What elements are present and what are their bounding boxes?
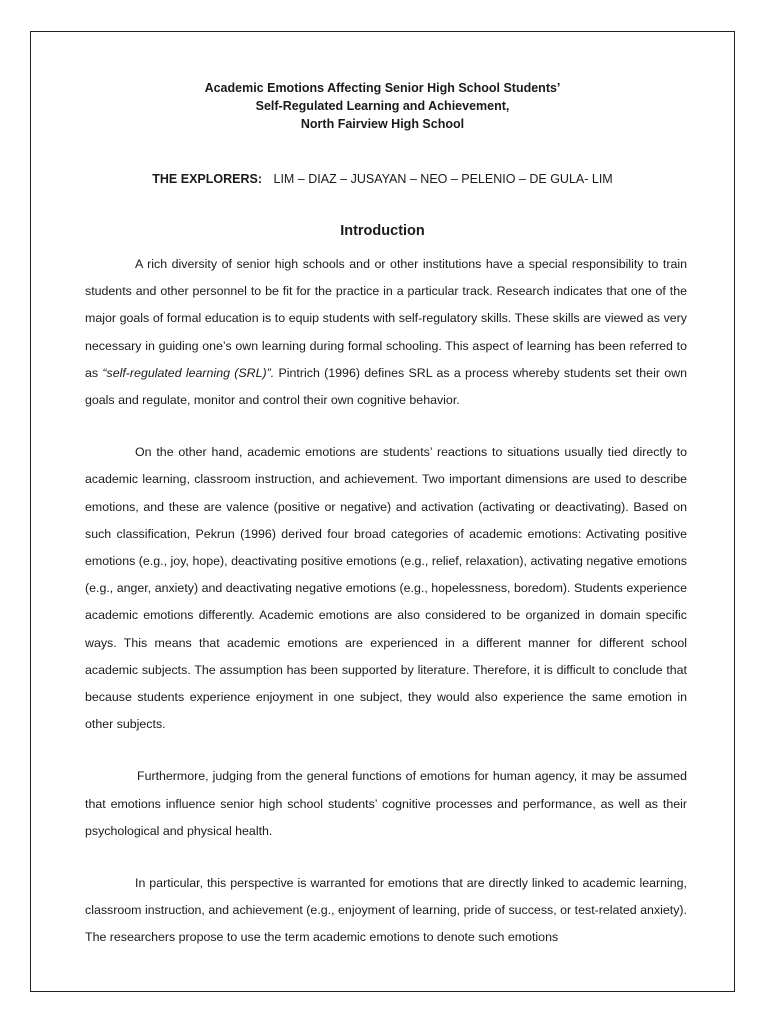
- page-frame: [30, 31, 735, 992]
- srl-term: “self-regulated learning (SRL)”.: [102, 365, 275, 380]
- authors-label: THE EXPLORERS:: [152, 172, 263, 186]
- paragraph-2: On the other hand, academic emotions are students’ reactions to situations usually tied directly to academic learning, classroom instruction, and achievement. Two important dimensions are used to describe emotions, and these are valence (positive or negative) and activation (activating or deactivating). Based on such classification, Pekrun (1996) derived four broad categories of academic emotions: Activating positive emotions (e.g., joy, hope), deactivating positive emotions (e.g., relief, relaxation), activating negative emotions (e.g., anger, anxiety) and deactivating negative emotions (e.g., hopelessness, boredom). Students experience academic emotions differently. Academic emotions are also considered to be organized in domain specific ways. This means that academic emotions are experienced in a different manner for different school academic subjects. The assumption has been supported by literature. Therefore, it is difficult to conclude that because students experience enjoyment in one subject, they would also experience the same emotion in other subjects.: [85, 445, 687, 732]
- body-text: [85, 251, 687, 977]
- paragraph-1: [85, 251, 687, 414]
- paragraph-1-text-a: A rich diversity of senior high schools and or other institutions have a special responsibility to train students and other personnel to be fit for the practice in a particular track. Research indicates that one of the major goals of formal education is to equip students with self-regulatory skills. These skills are viewed as very necessary in guiding one’s own learning during formal schooling. This aspect of learning has been referred to as: [85, 257, 687, 380]
- title-line-1: Academic Emotions Affecting Senior High School Students’: [204, 81, 561, 95]
- authors-line: [31, 172, 734, 186]
- authors-names: LIM – DIAZ – JUSAYAN – NEO – PELENIO – DE GULA- LIM: [273, 172, 613, 186]
- paragraph-3: Furthermore, judging from the general functions of emotions for human agency, it may be assumed that emotions influence senior high school students’ cognitive processes and performance, as well as their psychological and physical health.: [85, 769, 687, 838]
- title-line-3: North Fairview High School: [300, 117, 465, 131]
- document-title: [31, 79, 734, 133]
- paragraph-4: In particular, this perspective is warranted for emotions that are directly linked to academic learning, classroom instruction, and achievement (e.g., enjoyment of learning, pride of success, or test-related anxiety). The researchers propose to use the term academic emotions to denote such emotions: [85, 876, 687, 945]
- section-heading: Introduction: [340, 223, 425, 239]
- title-line-2: Self-Regulated Learning and Achievement,: [255, 99, 510, 113]
- paragraph-1-text-b: Pintrich (1996) defines SRL as a process whereby students set their own goals and regulate, monitor and control their own cognitive behavior.: [85, 365, 687, 408]
